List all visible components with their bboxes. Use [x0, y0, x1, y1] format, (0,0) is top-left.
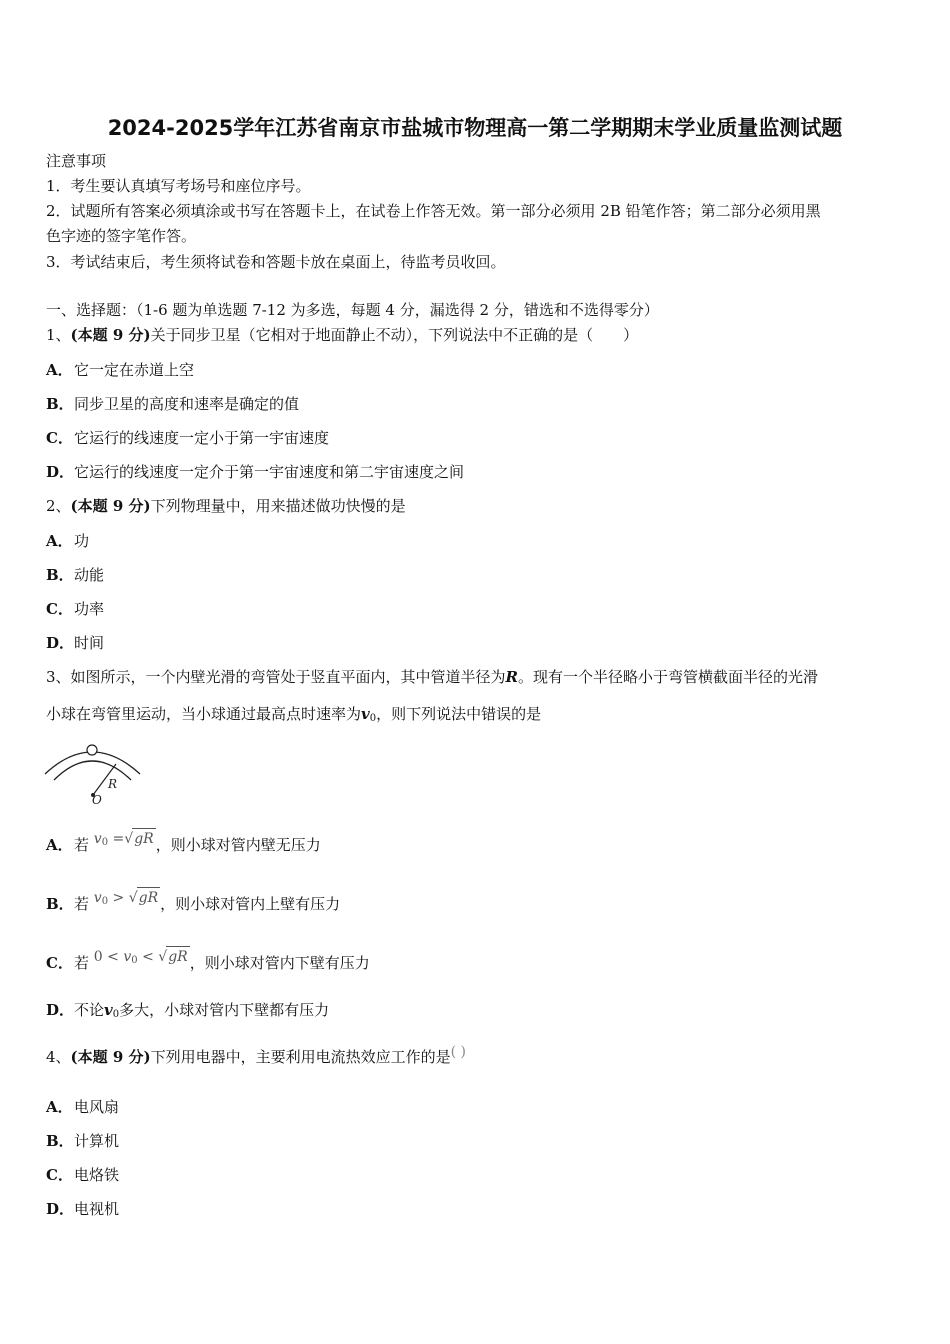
- option-d[interactable]: [46, 1000, 329, 1025]
- option-text: 电视机: [74, 1200, 120, 1218]
- question-text: 3、如图所示，一个内壁光滑的弯管处于竖直平面内，其中管道半径为: [46, 668, 506, 686]
- label-o: O: [92, 793, 102, 807]
- notice-heading: 注意事项: [46, 152, 107, 170]
- formula: $0 < v_0 < √gR$: [94, 949, 190, 965]
- option-text: 电烙铁: [74, 1166, 120, 1184]
- option-b[interactable]: [46, 1131, 119, 1151]
- option-letter: D．: [46, 634, 75, 652]
- option-a[interactable]: [46, 831, 321, 860]
- option-text: 它运行的线速度一定介于第一宇宙速度和第二宇宙速度之间: [74, 463, 465, 481]
- option-d[interactable]: [46, 462, 464, 482]
- option-a[interactable]: [46, 1097, 119, 1117]
- option-letter: C．: [46, 1166, 73, 1184]
- option-text: 动能: [74, 566, 105, 584]
- velocity-symbol: v: [361, 705, 370, 723]
- option-a[interactable]: [46, 360, 194, 380]
- question-4-stem: [46, 1044, 467, 1068]
- v-subscript: 0: [131, 955, 138, 966]
- v-symbol: v: [93, 831, 102, 847]
- option-letter: A．: [46, 532, 73, 550]
- option-text: 功: [74, 532, 90, 550]
- option-c[interactable]: [46, 1165, 119, 1185]
- question-text: 。现有一个半径略小于弯管横截面半径的光滑: [518, 668, 819, 686]
- option-letter: A．: [46, 361, 73, 379]
- option-letter: D．: [46, 463, 75, 481]
- option-text: 它一定在赤道上空: [74, 361, 195, 379]
- formula: $v_0 =√gR$: [94, 831, 156, 847]
- option-c[interactable]: [46, 949, 370, 978]
- option-d[interactable]: [46, 1199, 119, 1219]
- v-subscript: 0: [101, 837, 109, 848]
- option-text: 多大，小球对管内下壁都有压力: [119, 1001, 330, 1019]
- question-number: 4、: [46, 1048, 71, 1066]
- option-text: 它运行的线速度一定小于第一宇宙速度: [74, 429, 330, 447]
- question-3-stem-line1: [46, 667, 818, 687]
- question-number: 1、: [46, 326, 71, 344]
- option-text: ，则小球对管内壁无压力: [155, 836, 321, 854]
- option-d[interactable]: [46, 633, 104, 653]
- option-text: 电风扇: [74, 1098, 120, 1116]
- option-c[interactable]: [46, 599, 104, 619]
- option-letter: B．: [46, 395, 74, 413]
- option-letter: B．: [46, 1132, 74, 1150]
- option-b[interactable]: [46, 394, 299, 414]
- option-a[interactable]: [46, 531, 89, 551]
- question-2-stem: [46, 496, 406, 516]
- option-letter: B．: [46, 895, 74, 913]
- radius-symbol: R: [505, 668, 519, 686]
- option-text: ，则小球对管内上壁有压力: [160, 895, 341, 913]
- question-text: ，则下列说法中错误的是: [376, 705, 542, 723]
- option-text: ，则小球对管内下壁有压力: [189, 954, 370, 972]
- option-text: 若: [74, 895, 90, 913]
- section-heading: 一、选择题：（1-6 题为单选题 7-12 为多选，每题 4 分，漏选得 2 分，错选和不选得零分）: [46, 301, 659, 319]
- notice-item: 3．考试结束后，考生须将试卷和答题卡放在桌面上，待监考员收回。: [46, 253, 506, 271]
- question-text: 关于同步卫星（它相对于地面静止不动），下列说法中不正确的是（ ）: [150, 326, 639, 344]
- v-symbol: v: [93, 890, 102, 906]
- option-b[interactable]: [46, 890, 341, 919]
- option-letter: C．: [46, 429, 73, 447]
- pipe-inner-arc: [54, 761, 131, 780]
- question-number: 2、: [46, 497, 71, 515]
- option-text: 不论: [74, 1001, 105, 1019]
- v-subscript: 0: [101, 896, 109, 907]
- v-subscript: 0: [112, 1009, 120, 1020]
- notice-item: 1．考生要认真填写考场号和座位序号。: [46, 177, 311, 195]
- sqrt-content: gR: [132, 828, 156, 849]
- question-text: 小球在弯管里运动，当小球通过最高点时速率为: [46, 705, 362, 723]
- option-text: 同步卫星的高度和速率是确定的值: [74, 395, 300, 413]
- answer-paren: ( ): [450, 1044, 467, 1060]
- notice-item: 2．试题所有答案必须填涂或书写在答题卡上，在试卷上作答无效。第一部分必须用 2B 铅笔作答；第二部分必须用黑: [46, 202, 821, 220]
- question-3-stem-line2: [46, 704, 541, 729]
- label-r: R: [108, 777, 118, 791]
- operator: <: [142, 949, 154, 965]
- option-text: 计算机: [74, 1132, 120, 1150]
- option-text: 若: [74, 836, 90, 854]
- ball: [87, 745, 97, 755]
- sqrt-content: gR: [137, 887, 161, 908]
- question-tag: (本题 9 分): [70, 326, 151, 344]
- option-letter: D．: [46, 1200, 75, 1218]
- notice-item: 色字迹的签字笔作答。: [46, 227, 197, 245]
- operator: =: [112, 831, 125, 847]
- v-symbol: v: [123, 949, 132, 965]
- option-text: 若: [74, 954, 90, 972]
- formula: $v_0 > √gR$: [94, 890, 160, 906]
- option-letter: C．: [46, 600, 73, 618]
- page-title: 2024-2025学年江苏省南京市盐城市物理高一第二学期期末学业质量监测试题: [107, 116, 843, 140]
- option-letter: C．: [46, 954, 73, 972]
- option-letter: D．: [46, 1001, 75, 1019]
- option-letter: A．: [46, 836, 73, 854]
- question-tag: (本题 9 分): [70, 497, 151, 515]
- question-1-stem: [46, 325, 638, 345]
- option-b[interactable]: [46, 565, 104, 585]
- zero: 0: [93, 949, 103, 965]
- question-text: 下列物理量中，用来描述做功快慢的是: [150, 497, 406, 515]
- operator: >: [112, 890, 125, 906]
- velocity-subscript: 0: [369, 713, 377, 724]
- operator: <: [107, 949, 119, 965]
- option-c[interactable]: [46, 428, 329, 448]
- question-tag: (本题 9 分): [70, 1048, 151, 1066]
- question-text: 下列用电器中，主要利用电流热效应工作的是: [150, 1048, 451, 1066]
- bent-pipe-figure: [40, 738, 150, 808]
- option-letter: A．: [46, 1098, 73, 1116]
- option-text: 功率: [74, 600, 105, 618]
- sqrt-content: gR: [166, 946, 190, 967]
- option-letter: B．: [46, 566, 74, 584]
- v-symbol: v: [104, 1001, 113, 1019]
- option-text: 时间: [74, 634, 105, 652]
